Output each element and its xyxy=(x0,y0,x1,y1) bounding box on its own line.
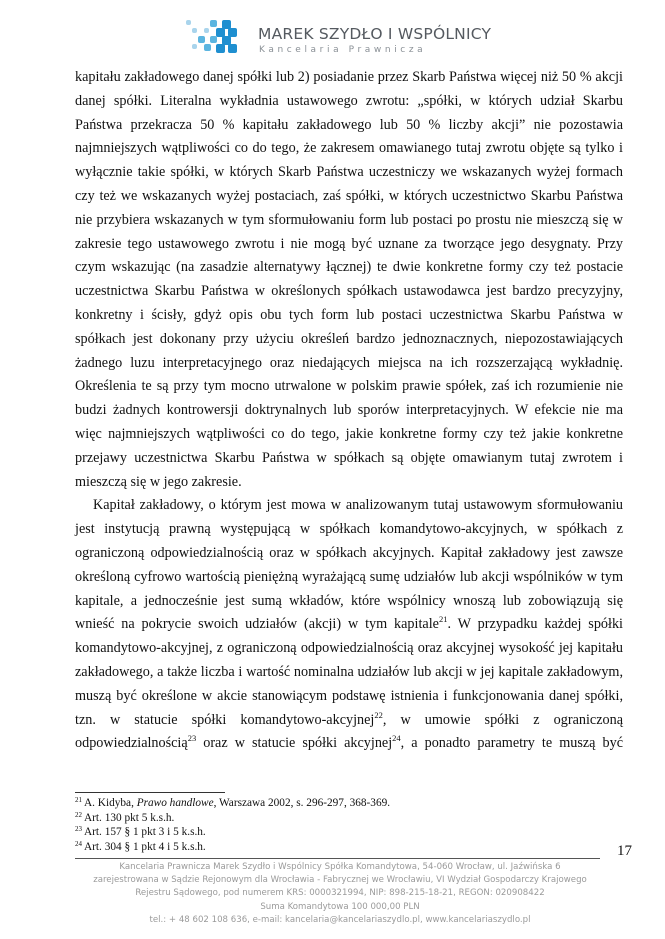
logo-square xyxy=(216,44,225,53)
text-segment: zakresie tego ustawowego zwrotu i nie mogą być uznane za tworzące jego desygnaty. Przy xyxy=(75,235,623,252)
logo-square xyxy=(192,44,197,49)
text-segment: jest instytucją prawną występującą w spółkach komandytowo-akcyjnych, w spółkach z xyxy=(75,521,623,538)
footer-line: Kancelaria Prawnicza Marek Szydło i Wspólnicy Spółka Komandytowa, 54-060 Wrocław, ul. Jaźwińska 6 xyxy=(119,862,561,872)
text-line xyxy=(75,161,623,185)
text-line xyxy=(75,423,623,447)
footer-line: Suma Komandytowa 100 000,00 PLN xyxy=(260,901,420,912)
footnote-text: Art. 130 pkt 5 k.s.h. xyxy=(84,811,175,824)
text-line xyxy=(75,375,623,399)
text-line xyxy=(75,494,623,518)
text-line xyxy=(75,637,623,661)
text-segment: najmniejszych wątpliwości co do tego, że zakresem omawianego tutaj zwrotu objęte są tylko i xyxy=(75,140,623,157)
text-segment: budzi żadnych kontrowersji doktrynalnych lub sporów interpretacyjnych. W efekcie nie ma xyxy=(75,402,623,419)
text-line xyxy=(75,209,623,233)
text-line xyxy=(75,280,623,304)
text-segment: tzn. w statucie spółki komandytowo-akcyjnej xyxy=(75,711,375,728)
logo-square xyxy=(210,36,217,43)
footer-line: Rejestru Sądowego, pod numerem KRS: 0000321994, NIP: 898-215-18-21, REGON: 020908422 xyxy=(135,888,545,899)
logo-square xyxy=(204,28,209,33)
text-segment: Kapitał zakładowy, o którym jest mowa w analizowanym tutaj ustawowym sformułowaniu xyxy=(93,497,623,514)
text-segment: czy też we wskazanych wyżej postaciach, zaś spółki, w których uczestnictwo Skarbu Państwa xyxy=(75,187,623,204)
footnote-text: , Warszawa 2002, s. 296-297, 368-369. xyxy=(213,797,391,809)
text-segment: uczestnictwa Skarbu Państwa w określonych spółkach ustawodawca jest bardzo precyzyjny, xyxy=(75,283,623,300)
text-segment: muszą być określone w akcie stanowiącym podstawę istnienia i funkcjonowania danej spółki, xyxy=(75,687,623,704)
firm-logo-icon xyxy=(186,20,236,56)
text-line xyxy=(75,304,623,328)
text-line xyxy=(75,352,623,376)
text-segment: nie przybiera wskazanych w tym sformułowaniu form lub postaci po prostu nie mieszczą się w xyxy=(75,211,623,228)
text-line xyxy=(75,471,623,495)
text-segment: zakładowego, a także liczba i wartość nominalna udziałów lub akcji w jej kapitale zakładowym, xyxy=(75,663,623,680)
text-segment: spółkach jest dokonany przy użyciu określeń bardzo jednoznacznych, niepozostawiających xyxy=(75,330,623,347)
text-segment: mieszczą się w jego zakresie. xyxy=(75,473,242,490)
footnote xyxy=(75,811,390,826)
text-segment: żadnego luzu interpretacyjnego oraz niedających miejsca na ich rozszerzającą wykładnię. xyxy=(75,354,623,371)
footer xyxy=(60,861,620,927)
footnotes xyxy=(75,796,390,854)
footnote-ref[interactable]: 23 xyxy=(187,733,197,744)
text-segment: określoną cyfrowo wartością pieniężną wyrażającą sumę udziałów lub akcji wspólników w tym xyxy=(75,568,623,585)
footnote-number: 22 xyxy=(75,810,82,819)
text-segment: ograniczoną odpowiedzialnością oraz w spółkach akcyjnych. Kapitał zakładowy jest zawsze xyxy=(75,544,623,561)
footnote-ref[interactable]: 21 xyxy=(438,614,448,625)
footnote-separator xyxy=(75,792,225,793)
text-line xyxy=(75,566,623,590)
body-text xyxy=(75,66,623,756)
text-line xyxy=(75,137,623,161)
footer-line: zarejestrowana w Sądzie Rejonowym dla Wrocławia - Fabrycznej we Wrocławiu, VI Wydział Gospodarczy Krajowego xyxy=(93,875,587,886)
text-line xyxy=(75,613,623,637)
text-line xyxy=(75,685,623,709)
text-line xyxy=(75,709,623,733)
text-segment: komandytowo-akcyjnej, z ograniczoną odpowiedzialnością oraz akcyjnej wysokość jej kapitału xyxy=(75,640,623,657)
footnote xyxy=(75,840,390,855)
firm-name: MAREK SZYDŁO I WSPÓLNICY xyxy=(258,25,492,43)
footer-line: tel.: + 48 602 108 636, e-mail: kancelaria@kancelariaszydlo.pl, www.kancelariaszydlo.pl xyxy=(149,914,531,925)
logo-square xyxy=(228,44,237,53)
text-segment: Określenia te są przy tym mocno utrwalone w polskim prawie spółek, zaś ich rozumienie nie xyxy=(75,378,623,395)
text-line xyxy=(75,256,623,280)
text-line xyxy=(75,90,623,114)
text-line xyxy=(75,518,623,542)
text-segment: Państwa przekracza 50 % kapitału zakładowego lub 50 % liczby akcji” nie pozostawia xyxy=(75,116,623,133)
text-line xyxy=(75,542,623,566)
footnote-author: A. Kidyba, xyxy=(84,797,137,809)
text-segment: czym wskazując (na zasadzie alternatywy łącznej) te dwie konkretne formy czy też postacie xyxy=(75,259,623,276)
footnote xyxy=(75,796,390,811)
text-line xyxy=(75,447,623,471)
text-segment: oraz w statucie spółki akcyjnej xyxy=(196,735,393,752)
text-line xyxy=(75,185,623,209)
text-segment: odpowiedzialnością xyxy=(75,735,188,752)
logo-square xyxy=(192,28,197,33)
footnote xyxy=(75,825,390,840)
text-segment: danej spółki. Literalna wykładnia ustawowego zwrotu: „spółki, w których udział Skarbu xyxy=(75,92,623,109)
text-line xyxy=(75,590,623,614)
text-segment: więc najmniejszych wątpliwości co do tego, jakie konkretne formy czy też jakie konkretne xyxy=(75,425,623,442)
text-segment: , w umowie spółki z ograniczoną xyxy=(382,711,623,728)
text-line xyxy=(75,661,623,685)
text-line xyxy=(75,66,623,90)
footnote-ref[interactable]: 24 xyxy=(392,733,401,744)
text-segment: . W przypadku każdej spółki xyxy=(447,616,623,633)
logo-square xyxy=(198,36,205,43)
footnote-text: Art. 157 § 1 pkt 3 i 5 k.s.h. xyxy=(84,826,206,838)
logo-square xyxy=(210,20,217,27)
text-segment: , a ponadto parametry te muszą być xyxy=(400,735,623,752)
page-number: 17 xyxy=(617,843,632,859)
logo-square xyxy=(228,28,237,37)
text-line xyxy=(75,328,623,352)
text-line xyxy=(75,399,623,423)
footer-divider xyxy=(75,858,600,859)
footnote-title: Prawo handlowe xyxy=(136,797,214,809)
text-segment: kapitału zakładowego danej spółki lub 2) posiadanie przez Skarb Państwa więcej niż 50 % akcji xyxy=(75,69,623,85)
footnote-text: Art. 304 § 1 pkt 4 i 5 k.s.h. xyxy=(84,840,206,853)
text-segment: kapitale, a jednocześnie jest sumą wkładów, które wspólnicy wnoszą lub zobowiązują się xyxy=(75,592,623,609)
text-line xyxy=(75,233,623,257)
text-segment: wnieść na pokrycie swoich udziałów (akcji) w tym kapitale xyxy=(75,616,439,633)
footnote-number: 23 xyxy=(75,825,82,833)
text-segment: przejawy uczestnictwa Skarbu Państwa w spółkach są objęte omawianym tutaj zwrotem i xyxy=(75,449,623,466)
firm-subtitle: Kancelaria Prawnicza xyxy=(259,45,427,55)
logo-square xyxy=(186,20,191,25)
footnote-ref[interactable]: 22 xyxy=(374,709,383,720)
footnote-number: 24 xyxy=(75,839,82,848)
text-line xyxy=(75,732,623,756)
text-line xyxy=(75,114,623,138)
footnote-number: 21 xyxy=(75,796,82,804)
text-segment: konkretny i ścisły, gdyż opis obu tych form lub postaci uczestnictwa Skarbu Państwa w xyxy=(75,306,623,323)
logo-square xyxy=(204,44,211,51)
text-segment: wyłącznie takie spółki, w których Skarb Państwa uczestniczy we wskazanych wyżej formach xyxy=(75,164,623,181)
